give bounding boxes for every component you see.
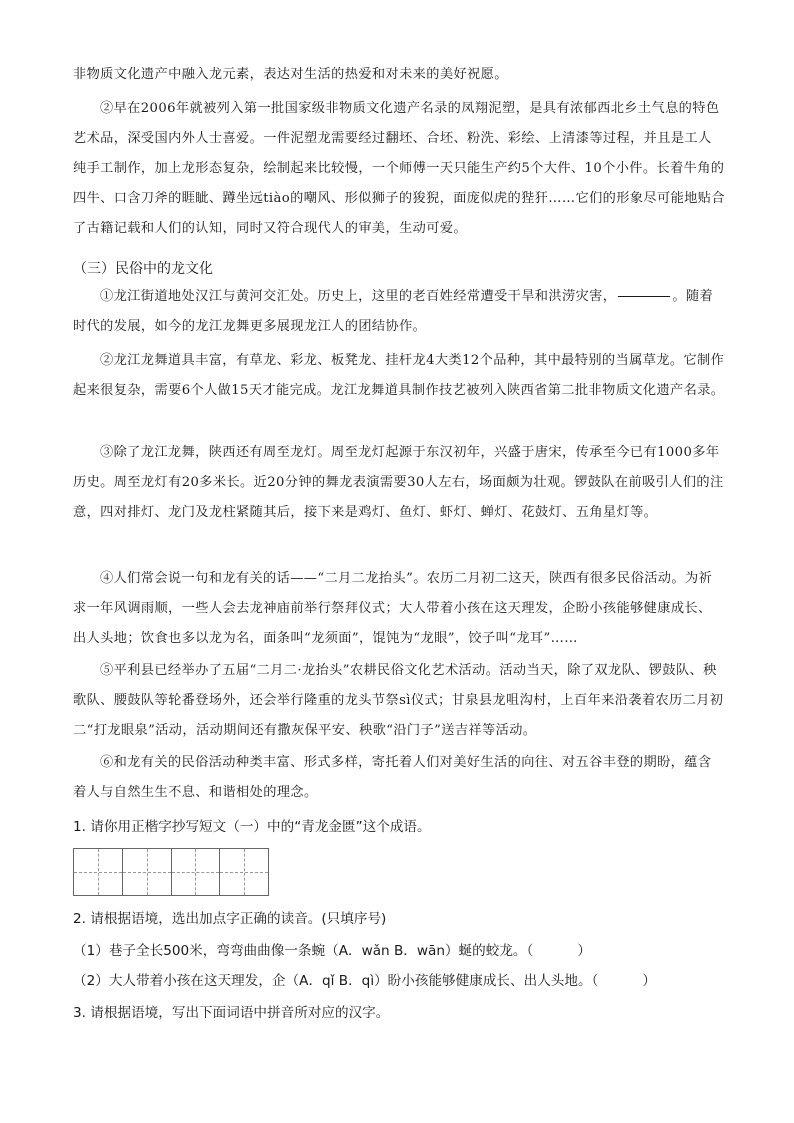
question-2-item-1-text: （1）巷子全长500米，弯弯曲曲像一条蜿（A．wǎn B．wān）蜒的蛟龙。（	[73, 943, 534, 959]
writing-grid[interactable]	[73, 848, 269, 896]
paragraph-longjiang-text-a: ①龙江街道地处汉江与黄河交汇处。历史上，这里的老百姓经常遭受干旱和洪涝灾害，	[100, 289, 617, 304]
question-1: 1. 请你用正楷字抄写短文（一）中的“青龙金匮”这个成语。	[73, 819, 431, 835]
section-heading-folk-dragon-culture: （三）民俗中的龙文化	[73, 261, 213, 277]
question-2-item-1	[73, 936, 725, 966]
grid-cell-3[interactable]	[172, 849, 221, 895]
close-paren: ）	[642, 973, 656, 989]
grid-cell-2[interactable]	[123, 849, 172, 895]
paragraph-summary: ⑥和龙有关的民俗活动种类丰富、形式多样，寄托着人们对美好生活的向往、对五谷丰登的期盼，蕴含着人与自然生生不息、和谐相处的理念。	[73, 755, 712, 800]
answer-blank[interactable]	[618, 295, 670, 297]
paragraph-fengxiang-clay: ②早在2006年就被列入第一批国家级非物质文化遗产名录的凤翔泥塑，是具有浓郁西北乡土气息的特色艺术品，深受国内外人士喜爱。一件泥塑龙需要经过翻坯、合坯、粉洗、彩绘、上清漆等过程，并且是工人纯手工制作，加上龙形态复杂，绘制起来比较慢，一个师傅一天只能生产约5个大件、10个小件。长着牛角的四牛、口含刀斧的睚眦、蹲坐远tiào的嘲风、形似狮子的狻猊，面庞似虎的狴犴……它们的形象尽可能地贴合了古籍记载和人们的认知，同时又符合现代人的审美，生动可爱。	[73, 101, 725, 236]
paragraph-longjiang-street	[73, 282, 725, 342]
question-2: 2. 请根据语境，选出加点字正确的读音。(只填序号)	[73, 911, 387, 927]
paragraph-longjiang-props: ②龙江龙舞道具丰富，有草龙、彩龙、板凳龙、挂杆龙4大类12个品种，其中最特别的当属草龙。它制作起来很复杂，需要6个人做15天才能完成。龙江龙舞道具制作技艺被列入陕西省第二批非物质文化遗产名录。	[73, 353, 725, 398]
close-paren: ）	[577, 943, 591, 959]
paragraph-longjiang-text-b: 。随着时代的发展，如今的龙江龙舞更多展现龙江人的团结协作。	[73, 289, 714, 334]
question-2-item-2-text: （2）大人带着小孩在这天理发，企（A．qǐ B．qì）盼小孩能够健康成长、出人头地。（	[73, 973, 599, 989]
question-2-item-2	[73, 966, 725, 996]
grid-cell-4[interactable]	[220, 849, 268, 895]
paragraph-zhouzhi-lantern: ③除了龙江龙舞，陕西还有周至龙灯。周至龙灯起源于东汉初年，兴盛于唐宋，传承至今已有1000多年历史。周至龙灯有20多米长。近20分钟的舞龙表演需要30人左右，场面颇为壮观。锣鼓队在前吸引人们的注意，四对排灯、龙门及龙柱紧随其后，接下来是鸡灯、鱼灯、虾灯、蝉灯、花鼓灯、五角星灯等。	[73, 445, 724, 520]
grid-cell-1[interactable]	[74, 849, 123, 895]
paragraph-continuation: 非物质文化遗产中融入龙元素，表达对生活的热爱和对未来的美好祝愿。	[73, 67, 508, 82]
question-3: 3. 请根据语境，写出下面词语中拼音所对应的汉字。	[73, 1005, 390, 1021]
paragraph-dragon-head-raising: ④人们常会说一句和龙有关的话——“二月二龙抬头”。农历二月初二这天，陕西有很多民俗活动。为祈求一年风调雨顺，一些人会去龙神庙前举行祭拜仪式；大人带着小孩在这天理发，企盼小孩能够健康成长、出人头地；饮食也多以龙为名，面条叫“龙须面”，馄饨为“龙眼”，饺子叫“龙耳”……	[73, 571, 713, 646]
paragraph-pingli-activities: ⑤平利县已经举办了五届“二月二·龙抬头”农耕民俗文化艺术活动。活动当天，除了双龙队、锣鼓队、秧歌队、腰鼓队等轮番登场外，还会举行隆重的龙头节祭sì仪式；甘泉县龙咀沟村，上百年来沿袭着农历二月初二“打龙眼泉”活动，活动期间还有撒灰保平安、秧歌“沿门子”送吉祥等活动。	[73, 663, 724, 738]
